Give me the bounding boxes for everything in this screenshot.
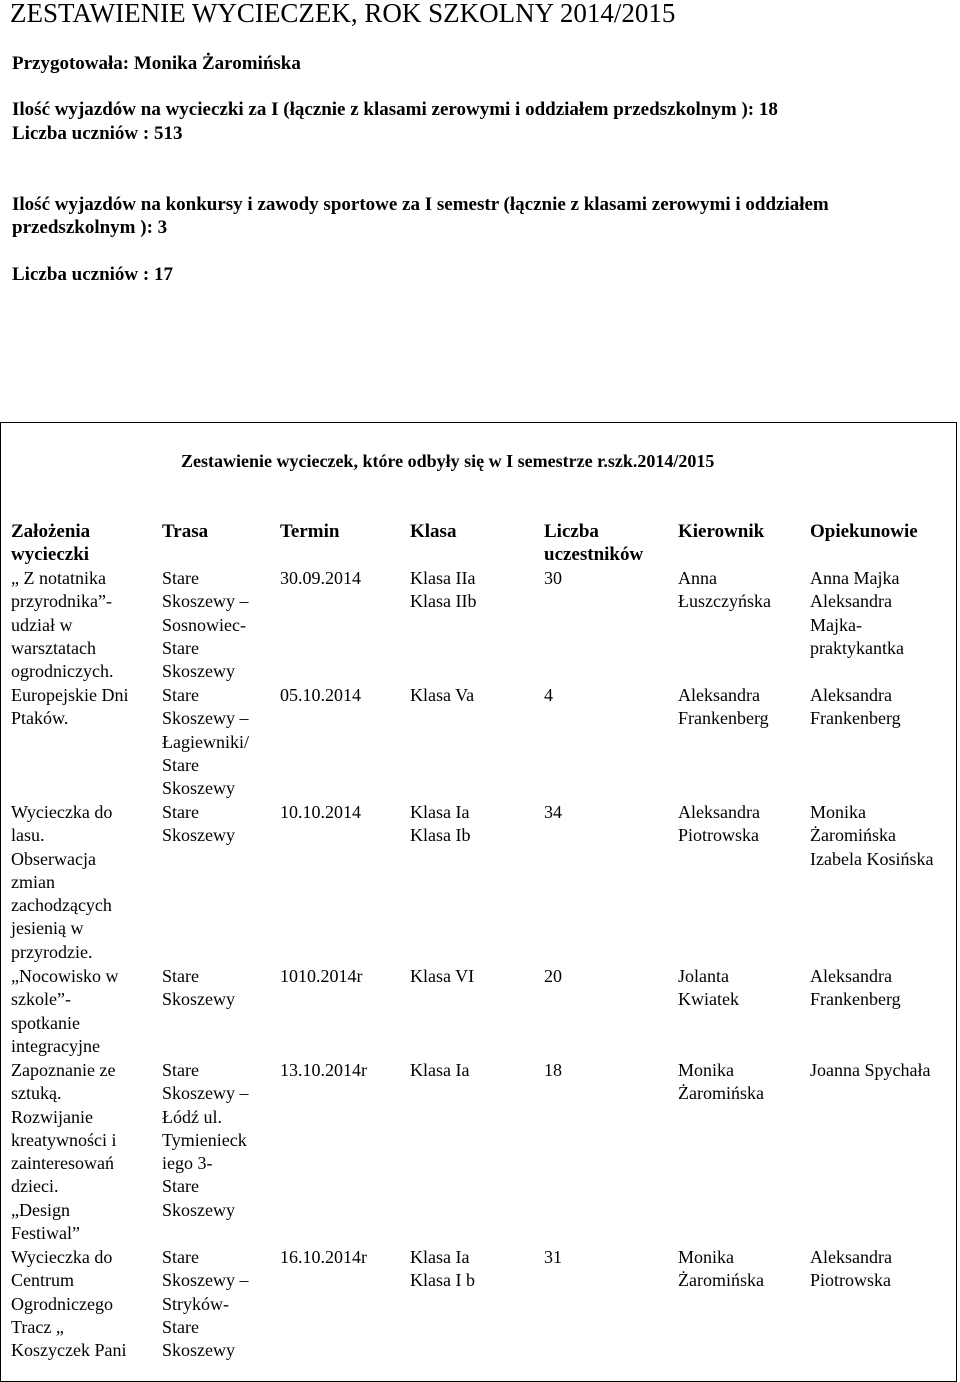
cell-line: Wycieczka do <box>11 802 113 822</box>
cell-liczba <box>544 965 674 988</box>
cell-line: Żaromińska <box>810 825 896 846</box>
cell-termin <box>280 1246 405 1269</box>
cell-line: sztuką. <box>11 1083 62 1104</box>
cell-line: ogrodniczych. <box>11 661 114 682</box>
header-opiekunowie: Opiekunowie <box>810 521 918 542</box>
cell-line: Klasa Ib <box>410 825 471 846</box>
header-klasa: Klasa <box>410 521 457 542</box>
cell-termin <box>280 965 405 988</box>
cell-klasa <box>410 567 535 614</box>
cell-line: Jolanta <box>678 966 729 986</box>
cell-line: Klasa I b <box>410 1270 475 1291</box>
cell-line: 18 <box>544 1060 562 1080</box>
cell-line: Klasa Ia <box>410 1060 470 1080</box>
cell-opiekunowie <box>810 965 958 1012</box>
cell-line: Aleksandra <box>810 591 892 612</box>
cell-line: Wycieczka do <box>11 1247 113 1267</box>
cell-line: Skoszewy <box>162 989 235 1010</box>
cell-line: Stare <box>162 966 199 986</box>
cell-line: Monika <box>810 802 866 822</box>
cell-line: udział w <box>11 614 73 635</box>
cell-line: dzieci. <box>11 1176 59 1197</box>
cell-klasa <box>410 801 535 848</box>
cell-klasa <box>410 684 535 707</box>
cell-line: 10.10.2014 <box>280 802 361 822</box>
cell-klasa <box>410 965 535 988</box>
cell-line: Tracz „ <box>11 1316 64 1337</box>
cell-line: jesienią w <box>11 918 84 939</box>
cell-klasa <box>410 1059 535 1082</box>
cell-liczba <box>544 1246 674 1269</box>
cell-line: Frankenberg <box>678 708 769 729</box>
cell-line: przyrodnika”- <box>11 591 112 612</box>
cell-line: Stare <box>162 1060 199 1080</box>
cell-kierownik <box>678 1059 806 1106</box>
cell-trasa <box>162 801 262 848</box>
header-liczba: Liczba uczestników <box>544 521 644 566</box>
cell-line: Monika <box>678 1247 734 1267</box>
cell-line: Stare <box>162 568 199 588</box>
cell-line: zainteresowań <box>11 1153 114 1174</box>
cell-line: Aleksandra <box>810 966 892 986</box>
cell-line: zachodzących <box>11 895 112 916</box>
cell-line: spotkanie <box>11 1012 80 1033</box>
cell-line: Europejskie Dni <box>11 685 129 705</box>
cell-line: 4 <box>544 685 553 705</box>
header-trasa: Trasa <box>162 521 209 542</box>
cell-line: Klasa Ia <box>410 802 470 822</box>
cell-line: Skoszewy – <box>162 1083 249 1104</box>
cell-line: 31 <box>544 1247 562 1267</box>
cell-line: Skoszewy <box>162 1199 235 1220</box>
cell-line: przyrodzie. <box>11 941 93 962</box>
cell-line: Frankenberg <box>810 989 901 1010</box>
cell-zalozenia <box>11 567 151 683</box>
header-zalozenia: Założenia wycieczki <box>11 521 91 566</box>
cell-line: Aleksandra <box>810 1247 892 1267</box>
cell-trasa <box>162 1059 262 1222</box>
cell-line: 16.10.2014r <box>280 1247 367 1267</box>
cell-line: Stare <box>162 754 199 775</box>
cell-line: 13.10.2014r <box>280 1060 367 1080</box>
cell-line: Stare <box>162 637 199 658</box>
cell-kierownik <box>678 965 806 1012</box>
cell-line: Łagiewniki/ <box>162 731 249 752</box>
cell-line: Piotrowska <box>810 1270 891 1291</box>
cell-line: Joanna Spychała <box>810 1060 931 1080</box>
cell-line: Izabela Kosińska <box>810 848 934 869</box>
cell-line: Skoszewy – <box>162 1270 249 1291</box>
header-termin: Termin <box>280 521 340 542</box>
cell-line: Festiwal” <box>11 1223 80 1244</box>
cell-line: Ogrodniczego <box>11 1293 113 1314</box>
cell-line: „Design <box>11 1199 70 1220</box>
cell-line: Skoszewy <box>162 825 235 846</box>
cell-line: Stare <box>162 802 199 822</box>
cell-liczba <box>544 567 674 590</box>
cell-line: 34 <box>544 802 562 822</box>
cell-line: Skoszewy <box>162 778 235 799</box>
cell-termin <box>280 567 405 590</box>
cell-termin <box>280 684 405 707</box>
cell-line: Aleksandra <box>678 685 760 705</box>
cell-line: Żaromińska <box>678 1270 764 1291</box>
cell-opiekunowie <box>810 801 958 871</box>
cell-trasa <box>162 684 262 800</box>
cell-kierownik <box>678 1246 806 1293</box>
competitions-count: Ilość wyjazdów na konkursy i zawody sportowe za I semestr (łącznie z klasami zerowymi i oddziałem <box>12 194 829 215</box>
cell-line: zmian <box>11 871 55 892</box>
cell-line: praktykantka <box>810 637 904 658</box>
cell-zalozenia <box>11 1246 151 1362</box>
cell-line: 30.09.2014 <box>280 568 361 588</box>
cell-line: 1010.2014r <box>280 966 363 986</box>
cell-line: Aleksandra <box>678 802 760 822</box>
cell-line: Kwiatek <box>678 989 739 1010</box>
cell-line: integracyjne <box>11 1035 100 1056</box>
cell-line: 30 <box>544 568 562 588</box>
cell-line: Aleksandra <box>810 685 892 705</box>
cell-line: iego 3- <box>162 1153 213 1174</box>
cell-line: Skoszewy <box>162 1340 235 1361</box>
cell-trasa <box>162 965 262 1012</box>
cell-line: Tymienieck <box>162 1129 247 1150</box>
cell-line: Piotrowska <box>678 825 759 846</box>
cell-zalozenia <box>11 1059 151 1245</box>
cell-line: Klasa VI <box>410 966 475 986</box>
cell-line: Klasa Ia <box>410 1247 470 1267</box>
cell-line: Sosnowiec- <box>162 614 246 635</box>
cell-line: Klasa Va <box>410 685 475 705</box>
document-title: ZESTAWIENIE WYCIECZEK, ROK SZKOLNY 2014/2015 <box>10 0 676 28</box>
cell-line: Frankenberg <box>810 708 901 729</box>
cell-zalozenia <box>11 801 151 964</box>
cell-line: Stare <box>162 1316 199 1337</box>
prepared-by: Przygotowała: Monika Żaromińska <box>12 53 301 74</box>
students-count-trips: Liczba uczniów : 513 <box>12 123 183 144</box>
table-caption: Zestawienie wycieczek, które odbyły się w I semestrze r.szk.2014/2015 <box>181 451 715 471</box>
cell-line: Klasa IIb <box>410 591 477 612</box>
cell-line: szkole”- <box>11 989 71 1010</box>
cell-line: Łódź ul. <box>162 1106 222 1127</box>
cell-opiekunowie <box>810 1246 958 1293</box>
cell-liczba <box>544 801 674 824</box>
cell-line: Anna <box>678 568 717 588</box>
cell-line: Anna Majka <box>810 568 900 588</box>
competitions-count-cont: przedszkolnym ): 3 <box>12 217 168 238</box>
cell-line: Monika <box>678 1060 734 1080</box>
cell-line: Skoszewy <box>162 661 235 682</box>
cell-termin <box>280 1059 405 1082</box>
cell-opiekunowie <box>810 684 958 731</box>
cell-line: Centrum <box>11 1270 74 1291</box>
cell-kierownik <box>678 567 806 614</box>
cell-line: Majka- <box>810 614 862 635</box>
cell-line: Rozwijanie <box>11 1106 93 1127</box>
cell-line: Łuszczyńska <box>678 591 771 612</box>
cell-line: Żaromińska <box>678 1083 764 1104</box>
cell-line: Klasa IIa <box>410 568 476 588</box>
cell-line: Stare <box>162 1247 199 1267</box>
cell-line: kreatywności i <box>11 1129 117 1150</box>
cell-line: „ Z notatnika <box>11 568 106 588</box>
cell-line: warsztatach <box>11 637 96 658</box>
trips-count: Ilość wyjazdów na wycieczki za I (łącznie z klasami zerowymi i oddziałem przedszkolnym ): 18 <box>12 99 778 120</box>
cell-line: 05.10.2014 <box>280 685 361 705</box>
cell-liczba <box>544 1059 674 1082</box>
cell-line: Zapoznanie ze <box>11 1060 116 1080</box>
cell-kierownik <box>678 801 806 848</box>
cell-liczba <box>544 684 674 707</box>
cell-trasa <box>162 567 262 683</box>
cell-opiekunowie <box>810 1059 958 1082</box>
cell-line: lasu. <box>11 825 45 846</box>
cell-trasa <box>162 1246 262 1362</box>
header-kierownik: Kierownik <box>678 521 765 542</box>
cell-termin <box>280 801 405 824</box>
cell-line: Stare <box>162 1176 199 1197</box>
cell-line: Obserwacja <box>11 848 96 869</box>
cell-line: Koszyczek Pani <box>11 1340 127 1361</box>
students-count-competitions: Liczba uczniów : 17 <box>12 264 173 285</box>
cell-line: Skoszewy – <box>162 708 249 729</box>
cell-zalozenia <box>11 684 151 731</box>
cell-line: Ptaków. <box>11 708 69 729</box>
cell-line: Stare <box>162 685 199 705</box>
cell-zalozenia <box>11 965 151 1058</box>
cell-line: Skoszewy – <box>162 591 249 612</box>
cell-line: 20 <box>544 966 562 986</box>
cell-opiekunowie <box>810 567 958 660</box>
cell-klasa <box>410 1246 535 1293</box>
cell-kierownik <box>678 684 806 731</box>
cell-line: Stryków- <box>162 1293 229 1314</box>
cell-line: „Nocowisko w <box>11 966 119 986</box>
